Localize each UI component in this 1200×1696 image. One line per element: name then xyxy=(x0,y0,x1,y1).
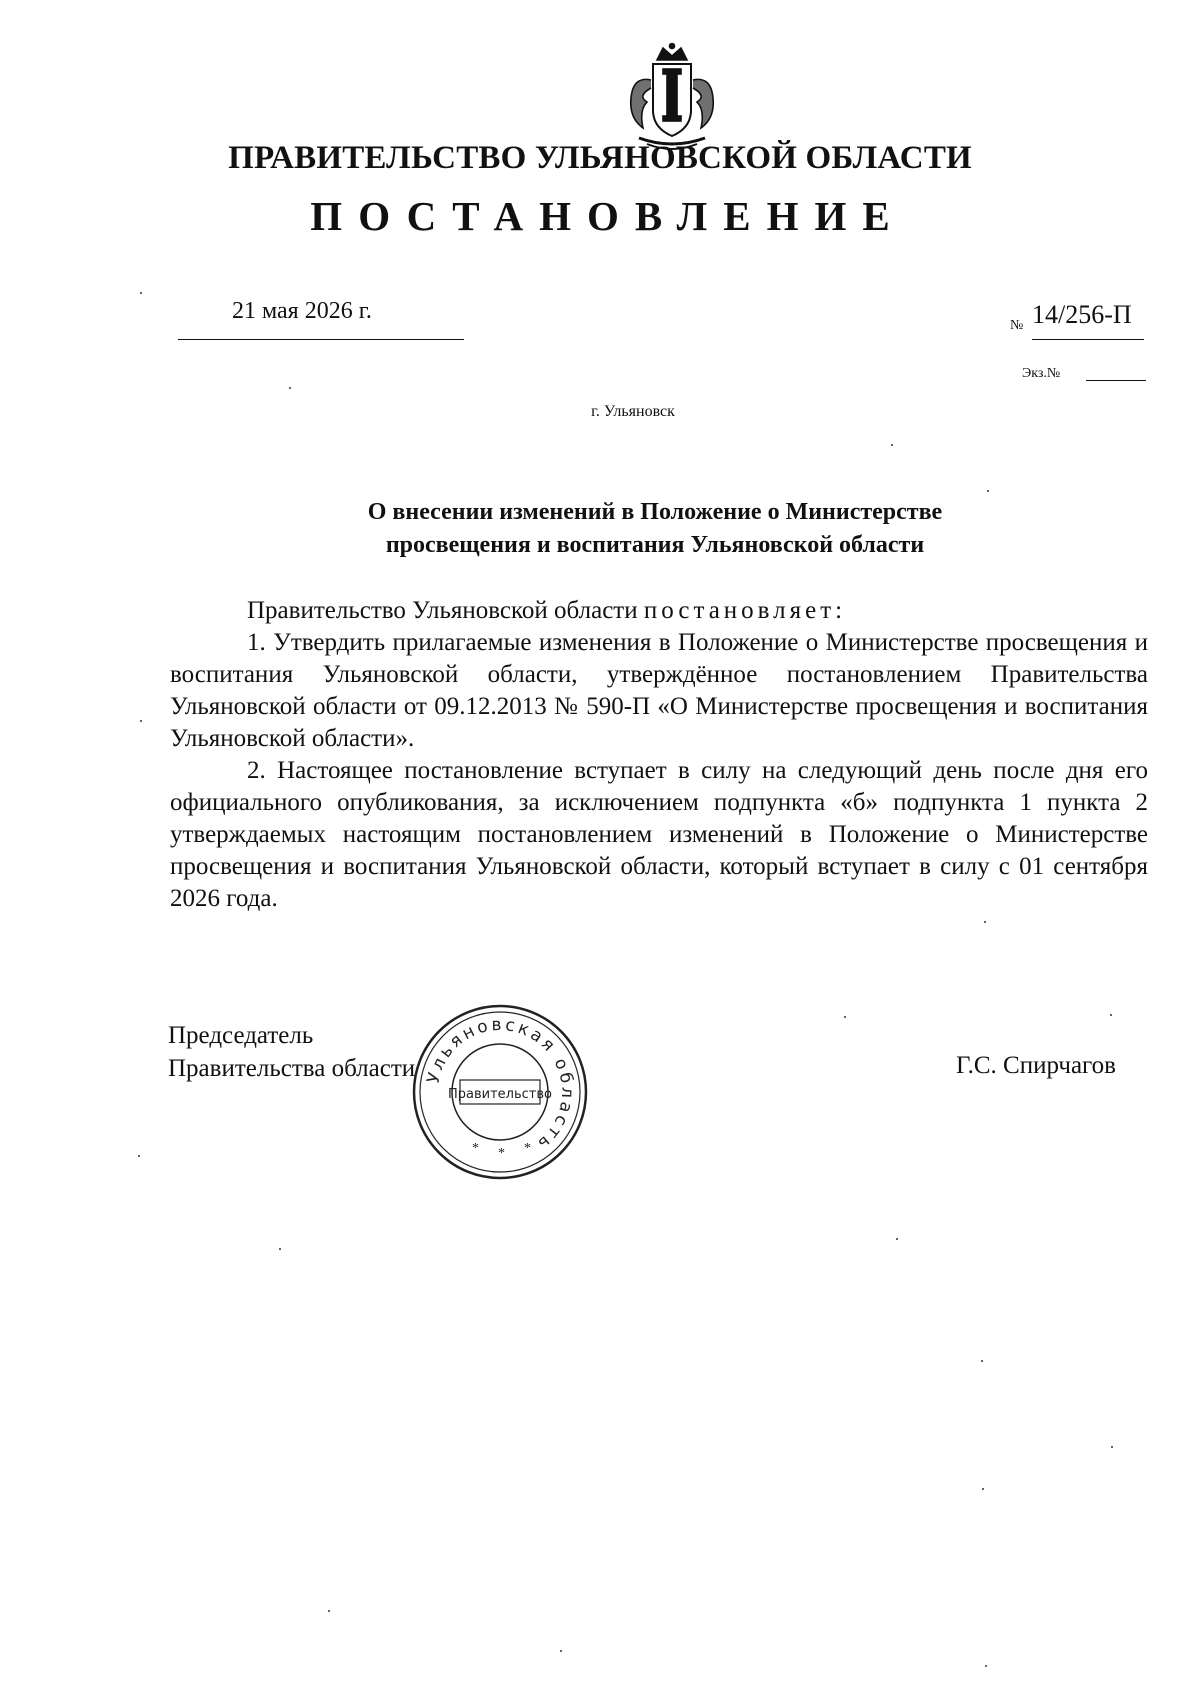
scan-speck xyxy=(289,387,291,389)
scan-speck xyxy=(896,1238,898,1240)
scan-speck xyxy=(140,292,142,294)
signatory-name: Г.С. Спирчагов xyxy=(956,1052,1116,1079)
scan-speck xyxy=(279,1248,281,1250)
scan-speck xyxy=(982,1488,984,1490)
scan-speck xyxy=(328,1610,330,1612)
svg-text:*: * xyxy=(472,1141,479,1156)
document-number: 14/256-П xyxy=(1032,300,1132,329)
scan-speck xyxy=(985,1665,987,1667)
date-underline xyxy=(178,339,464,340)
scan-speck xyxy=(138,1155,140,1157)
document-date: 21 мая 2026 г. xyxy=(232,298,372,324)
document-body xyxy=(170,595,1148,915)
scan-speck xyxy=(981,1360,983,1362)
city: г. Ульяновск xyxy=(591,403,675,420)
official-seal xyxy=(410,1002,590,1182)
paragraph-1: 1. Утвердить прилагаемые изменения в Положение о Министерстве просвещения и воспитания Ульяновской области, утверждённое постановлением Правительства Ульяновской области от 09.12.2013 № 590-П «О Министерстве просвещения и воспитания Ульяновской области». xyxy=(170,629,1148,752)
position-line-2: Правительства области xyxy=(168,1055,416,1082)
organization-name: ПРАВИТЕЛЬСТВО УЛЬЯНОВСКОЙ ОБЛАСТИ xyxy=(228,140,972,176)
scan-speck xyxy=(140,720,142,722)
document-title xyxy=(260,496,1050,562)
svg-text:Правительство: Правительство xyxy=(448,1087,552,1102)
svg-text:*: * xyxy=(524,1141,531,1156)
number-sign: № xyxy=(1010,318,1024,333)
paragraph-2: 2. Настоящее постановление вступает в силу на следующий день после дня его официального опубликования, за исключением подпункта «б» подпункта 1 пункта 2 утверждаемых настоящим постановлением изменений в Положение о Министерстве просвещения и воспитания Ульяновской области, который вступает в силу с 01 сентября 2026 года. xyxy=(170,757,1148,912)
position-line-1: Председатель xyxy=(168,1022,314,1049)
scan-speck xyxy=(891,444,893,446)
svg-text:*: * xyxy=(498,1146,505,1161)
number-underline xyxy=(1032,339,1144,340)
scan-speck xyxy=(1110,1014,1112,1016)
intro-verb: постановляет: xyxy=(643,597,847,624)
intro-prefix: Правительство Ульяновской области xyxy=(247,597,638,624)
title-line-2: просвещения и воспитания Ульяновской области xyxy=(385,532,925,558)
intro-paragraph xyxy=(170,595,1148,627)
signatory-position xyxy=(168,1019,415,1085)
title-line-1: О внесении изменений в Положение о Министерстве xyxy=(367,499,943,525)
scan-speck xyxy=(560,1650,562,1652)
copy-number-underline xyxy=(1086,380,1146,381)
copy-number-label: Экз.№ xyxy=(1022,366,1061,381)
scan-speck xyxy=(1111,1446,1113,1448)
svg-text:Ульяновская область: Ульяновская область xyxy=(423,1014,578,1156)
scan-speck xyxy=(984,921,986,923)
document-type: ПОСТАНОВЛЕНИЕ xyxy=(310,193,906,239)
scan-speck xyxy=(844,1016,846,1018)
scan-speck xyxy=(987,490,989,492)
